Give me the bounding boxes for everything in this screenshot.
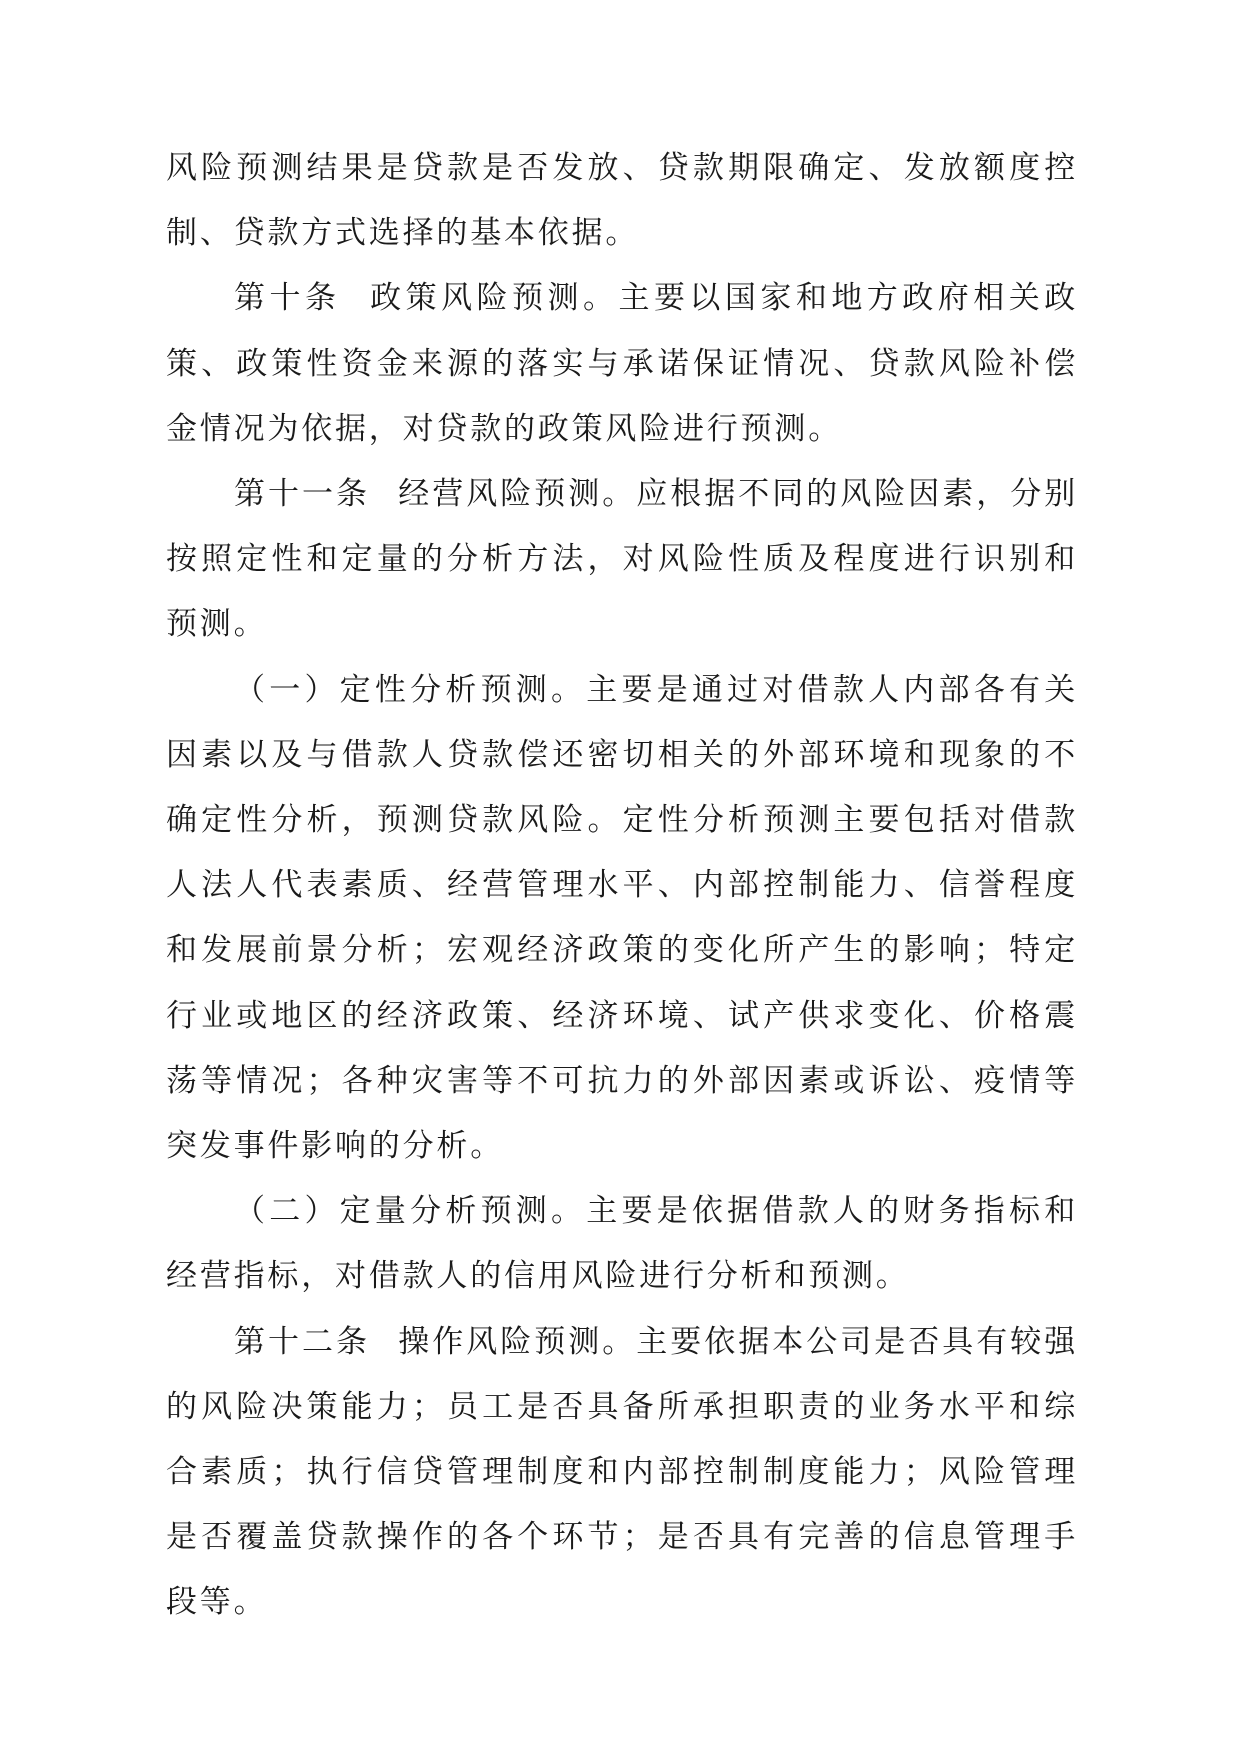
paragraph-text: （二）定量分析预测。主要是依据借款人的财务指标和经营指标，对借款人的信用风险进行分析和预测。 bbox=[166, 1193, 1078, 1295]
paragraph-text: 经营风险预测。应根据不同的风险因素，分别按照定性和定量的分析方法，对风险性质及程度进行识别和预测。 bbox=[166, 476, 1078, 643]
article-heading: 第十二条 bbox=[234, 1323, 370, 1360]
paragraph-quantitative-analysis bbox=[166, 1179, 1078, 1309]
paragraph-qualitative-analysis bbox=[166, 658, 1078, 1180]
paragraph-article-11 bbox=[166, 462, 1078, 658]
paragraph-risk-result bbox=[166, 136, 1078, 266]
paragraph-text: （一）定性分析预测。主要是通过对借款人内部各有关因素以及与借款人贷款偿还密切相关的外部环境和现象的不确定性分析，预测贷款风险。定性分析预测主要包括对借款人法人代表素质、经营管理水平、内部控制能力、信誉程度和发展前景分析；宏观经济政策的变化所产生的影响；特定行业或地区的经济政策、经济环境、试产供求变化、价格震荡等情况；各种灾害等不可抗力的外部因素或诉讼、疫情等突发事件影响的分析。 bbox=[166, 671, 1078, 1165]
article-heading: 第十一条 bbox=[234, 476, 370, 513]
article-heading: 第十条 bbox=[234, 280, 341, 317]
paragraph-text: 风险预测结果是贷款是否发放、贷款期限确定、发放额度控制、贷款方式选择的基本依据。 bbox=[166, 150, 1078, 252]
paragraph-text: 政策风险预测。主要以国家和地方政府相关政策、政策性资金来源的落实与承诺保证情况、贷款风险补偿金情况为依据，对贷款的政策风险进行预测。 bbox=[166, 280, 1078, 447]
paragraph-article-12 bbox=[166, 1310, 1078, 1636]
document-body bbox=[166, 136, 1078, 1636]
paragraph-text: 操作风险预测。主要依据本公司是否具有较强的风险决策能力；员工是否具备所承担职责的业务水平和综合素质；执行信贷管理制度和内部控制制度能力；风险管理是否覆盖贷款操作的各个环节；是否具有完善的信息管理手段等。 bbox=[166, 1323, 1078, 1621]
paragraph-article-10 bbox=[166, 266, 1078, 462]
